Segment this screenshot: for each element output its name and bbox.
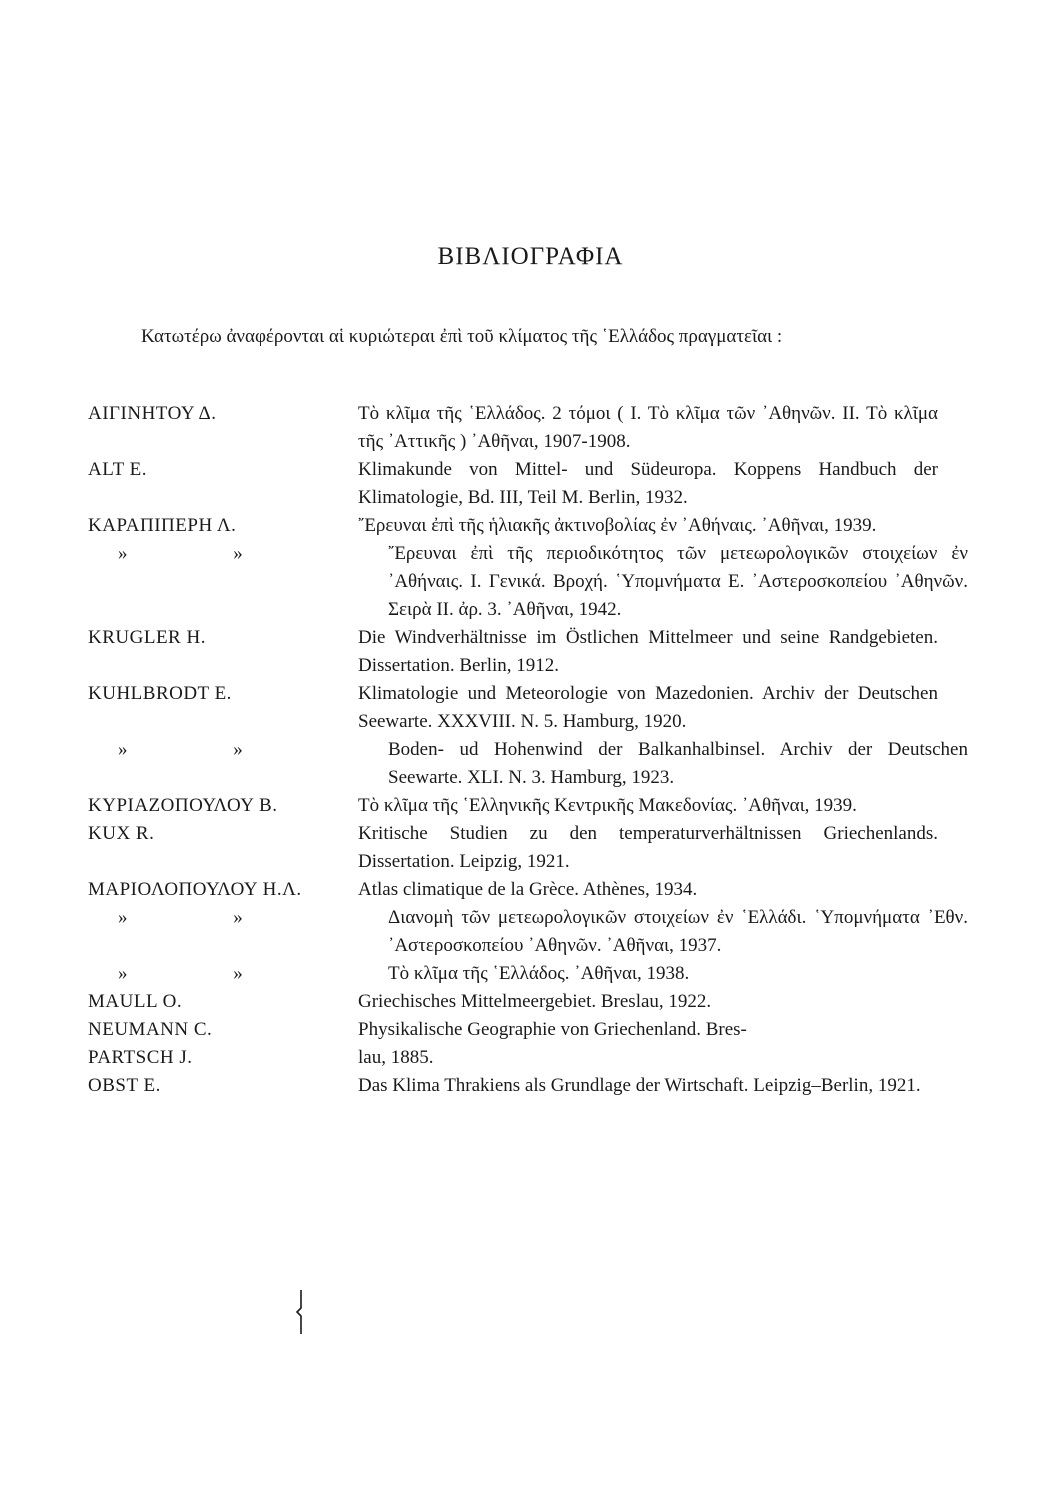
bib-entry-alt — [0, 456, 1061, 512]
entry-work: Atlas climatique de la Grèce. Athènes, 1934. — [358, 879, 698, 900]
entry-work: Boden- ud Hohenwind der Balkanhalbinsel. Archiv der Deutschen Seewarte. XLI. N. 3. Hamburg, 1923. — [388, 739, 968, 788]
entry-work: Griechisches Mittelmeergebiet. Breslau, 1922. — [358, 991, 712, 1012]
entry-author: ΜΑΡΙΟΛΟΠΟΥΛΟΥ Η.Λ. — [88, 879, 302, 900]
entry-work: Klimatologie und Meteorologie von Mazedonien. Archiv der Deutschen Seewarte. XXXVIII. N. 5. Hamburg, 1920. — [358, 683, 938, 732]
bib-entry-mariolopoulou — [0, 876, 1061, 904]
bib-entry-karapiperi — [0, 512, 1061, 540]
entry-author-ditto: » » — [118, 963, 244, 984]
bib-entry-krugler — [0, 624, 1061, 680]
bib-entry-aiginitou — [0, 400, 1061, 456]
entry-author: ΚΑΡΑΠΙΠΕΡΗ Λ. — [88, 515, 237, 536]
entry-work: Klimakunde von Mittel- und Südeuropa. Koppens Handbuch der Klimatologie, Bd. III, Teil M. Berlin, 1932. — [358, 459, 938, 508]
bib-entry-neumann — [0, 1016, 1061, 1044]
entry-work: Die Windverhältnisse im Östlichen Mittelmeer und seine Randgebieten. Dissertation. Berlin, 1912. — [358, 627, 938, 676]
entry-author: ΑΙΓΙΝΗΤΟΥ Δ. — [88, 403, 217, 424]
entry-author-ditto: » » — [118, 543, 244, 564]
entry-author-ditto: » » — [118, 739, 244, 760]
bib-entry-kuhlbrodt-2 — [0, 736, 1061, 792]
bib-entry-maull — [0, 988, 1061, 1016]
entry-author: PARTSCH J. — [88, 1047, 193, 1068]
entry-author: OBST E. — [88, 1075, 161, 1096]
entry-work: Διανομὴ τῶν μετεωρολογικῶν στοιχείων ἐν ῾Ελλάδι. ῾Υπομνήματα ᾿Εθν. ᾿Αστεροσκοπείου ᾿Αθηνῶν. ᾿Αθῆναι, 1937. — [388, 907, 968, 956]
entry-work: lau, 1885. — [358, 1047, 434, 1068]
bib-entry-mariolopoulou-3 — [0, 960, 1061, 988]
entry-author: NEUMANN C. — [88, 1019, 213, 1040]
bib-entry-kux — [0, 820, 1061, 876]
author-brace-icon — [292, 1288, 306, 1336]
entry-work: Τὸ κλῖμα τῆς ῾Ελλάδος. ᾿Αθῆναι, 1938. — [388, 963, 690, 984]
bib-entry-partsch — [0, 1044, 1061, 1072]
entry-author: KRUGLER H. — [88, 627, 206, 648]
bib-entry-karapiperi-2 — [0, 540, 1061, 624]
entry-work: Τὸ κλῖμα τῆς ῾Ελλάδος. 2 τόμοι ( Ι. Τὸ κλῖμα τῶν ᾿Αθηνῶν. ΙΙ. Τὸ κλῖμα τῆς ᾿Αττικῆς ) ᾿Αθῆναι, 1907-1908. — [358, 403, 938, 452]
entry-work: Physikalische Geographie von Griechenland. Bres- — [358, 1019, 747, 1040]
entry-work: ῎Ερευναι ἐπὶ τῆς περιοδικότητος τῶν μετεωρολογικῶν στοιχείων ἐν ᾿Αθήναις. Ι. Γενικά. Βροχή. ῾Υπομνήματα Ε. ᾿Αστεροσκοπείου ᾿Αθηνῶν. Σειρὰ ΙΙ. ἀρ. 3. ᾿Αθῆναι, 1942. — [388, 543, 968, 620]
page-title: ΒΙΒΛΙΟΓΡΑΦΙΑ — [437, 243, 624, 270]
bibliography-list — [0, 400, 1061, 1100]
bib-entry-mariolopoulou-2 — [0, 904, 1061, 960]
entry-author: MAULL O. — [88, 991, 183, 1012]
entry-author: KUX R. — [88, 823, 155, 844]
entry-author: KUHLBRODT E. — [88, 683, 232, 704]
entry-work: Τὸ κλῖμα τῆς ῾Ελληνικῆς Κεντρικῆς Μακεδονίας. ᾿Αθῆναι, 1939. — [358, 795, 857, 816]
bib-entry-kuhlbrodt — [0, 680, 1061, 736]
entry-author: ALT E. — [88, 459, 147, 480]
intro-paragraph: Κατωτέρω ἀναφέρονται αἱ κυριώτεραι ἐπὶ τοῦ κλίματος τῆς ῾Ελλάδος πραγματεῖαι : — [141, 326, 783, 347]
bib-entry-kyriazopoulou — [0, 792, 1061, 820]
entry-author-ditto: » » — [118, 907, 244, 928]
entry-work: Kritische Studien zu den temperaturverhältnissen Griechenlands. Dissertation. Leipzig, 1921. — [358, 823, 938, 872]
bib-entry-obst — [0, 1072, 1061, 1100]
entry-work: ῎Ερευναι ἐπὶ τῆς ἡλιακῆς ἀκτινοβολίας ἐν ᾿Αθήναις. ᾿Αθῆναι, 1939. — [358, 515, 877, 536]
entry-work: Das Klima Thrakiens als Grundlage der Wirtschaft. Leipzig–Berlin, 1921. — [358, 1075, 921, 1096]
entry-author: ΚΥΡΙΑΖΟΠΟΥΛΟΥ Β. — [88, 795, 278, 816]
